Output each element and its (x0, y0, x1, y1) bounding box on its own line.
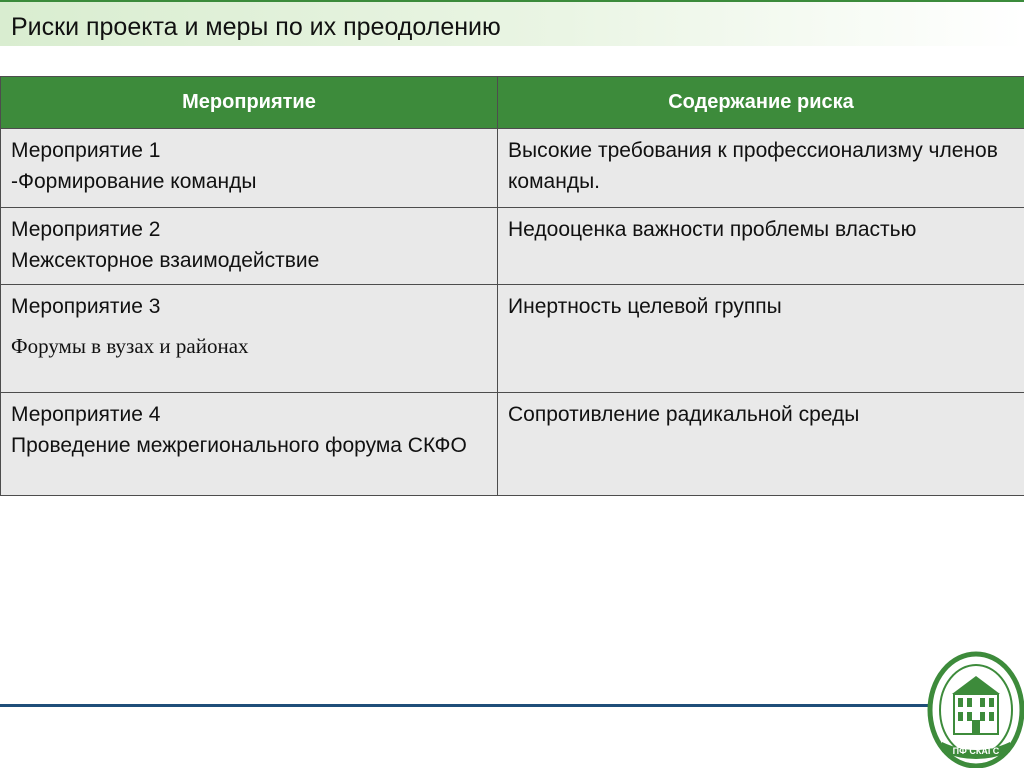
measure-cell (1, 208, 498, 285)
measure-cell (1, 285, 498, 393)
slide-title: Риски проекта и меры по их преодолению (11, 12, 501, 42)
academy-building-emblem-icon (922, 646, 1024, 768)
measure-title: Мероприятие 2 (11, 218, 160, 241)
measure-desc: Межсекторное взаимодействие (11, 249, 319, 272)
risk-cell: Сопротивление радикальной среды (498, 393, 1024, 496)
measure-title: Мероприятие 1 (11, 139, 160, 162)
logo-label: ПФ СКАГС (953, 746, 1000, 756)
measure-cell (1, 129, 498, 208)
risk-cell: Высокие требования к профессионализму членов команды. (498, 129, 1024, 208)
measure-title: Мероприятие 4 (11, 403, 160, 426)
risks-table (0, 76, 1024, 496)
measure-title: Мероприятие 3 (11, 295, 160, 318)
measure-desc: Проведение межрегионального форума СКФО (11, 434, 467, 457)
bottom-divider (0, 704, 930, 707)
risk-cell: Инертность целевой группы (498, 285, 1024, 393)
title-bar (0, 0, 1024, 46)
measure-desc: -Формирование команды (11, 170, 256, 193)
table-row (1, 393, 1024, 496)
header-measure: Мероприятие (1, 77, 498, 129)
table-row (1, 208, 1024, 285)
table-header-row (1, 77, 1024, 129)
measure-desc: Форумы в вузах и районах (11, 331, 488, 362)
table-row (1, 129, 1024, 208)
header-risk: Содержание риска (498, 77, 1024, 129)
table-row (1, 285, 1024, 393)
measure-cell (1, 393, 498, 496)
risk-cell: Недооценка важности проблемы властью (498, 208, 1024, 285)
